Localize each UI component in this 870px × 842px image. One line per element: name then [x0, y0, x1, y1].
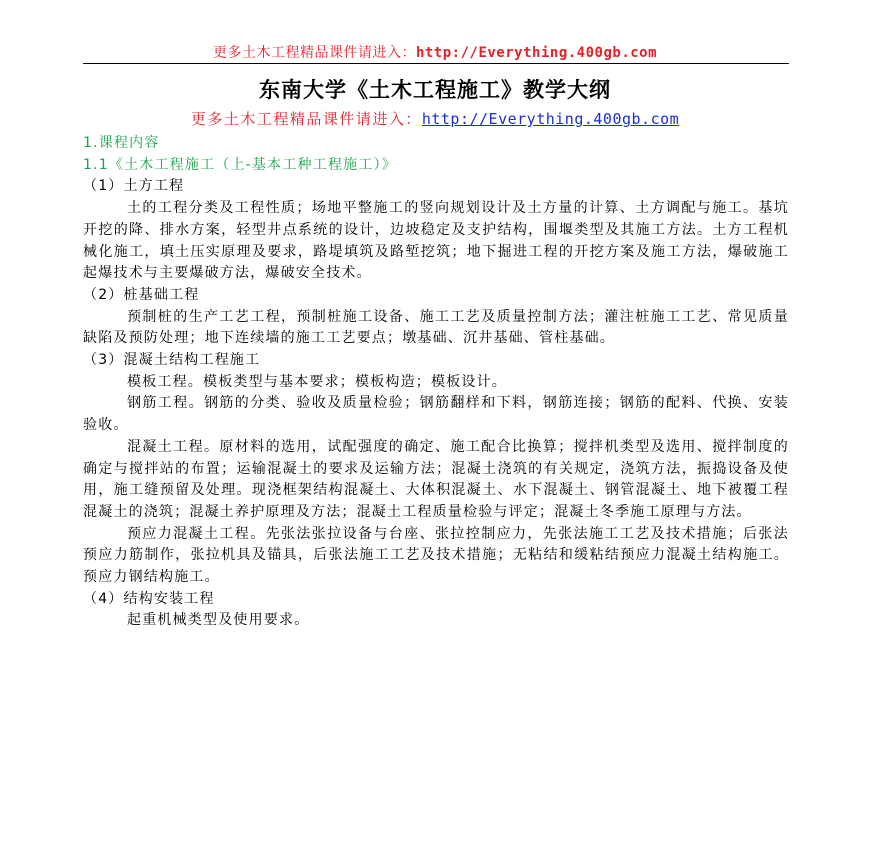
paragraph-prestressed-concrete: 预应力混凝土工程。先张法张拉设备与台座、张拉控制应力，先张法施工工艺及技术措施；后张法预应力筋制作，张拉机具及锚具，后张法施工工艺及技术措施；无粘结和缓粘结预应力混凝土结构施工。预应力钢结构施工。 [83, 525, 789, 586]
paragraph-concrete: 混凝土工程。原材料的选用，试配强度的确定、施工配合比换算；搅拌机类型及选用、搅拌制度的确定与搅拌站的布置；运输混凝土的要求及运输方法；混凝土浇筑的有关规定，浇筑方法，振捣设备及使用，施工缝预留及处理。现浇框架结构混凝土、大体积混凝土、水下混凝土、钢管混凝土、地下被覆工程混凝土的浇筑；混凝土养护原理及方法；混凝土工程质量检验与评定；混凝土冬季施工原理与方法。 [83, 438, 789, 520]
header-banner-text: 更多土木工程精品课件请进入： [212, 45, 416, 61]
sub-banner-link[interactable]: http://Everything.400gb.com [421, 110, 680, 128]
header-banner-url[interactable]: http://Everything.400gb.com [415, 45, 658, 61]
paragraph-earthwork: 土的工程分类及工程性质；场地平整施工的竖向规划设计及土方量的计算、土方调配与施工。基坑开挖的降、排水方案，轻型井点系统的设计，边坡稳定及支护结构，围堰类型及其施工方法。土方工程机械化施工，填土压实原理及要求，路堤填筑及路堑挖筑；地下掘进工程的开挖方案及施工方法，爆破施工起爆技术与主要爆破方法，爆破安全技术。 [83, 200, 789, 282]
header-divider [83, 63, 789, 64]
document-body [83, 133, 789, 632]
paragraph-formwork: 模板工程。模板类型与基本要求；模板构造；模板设计。 [127, 373, 507, 390]
sub-banner [0, 108, 870, 129]
header-banner [0, 42, 870, 62]
document-title: 东南大学《土木工程施工》教学大纲 [259, 77, 611, 102]
paragraph-lifting-machinery: 起重机械类型及使用要求。 [127, 612, 310, 629]
section-heading-1: 1.课程内容 [83, 135, 160, 151]
paragraph-pile-foundation: 预制桩的生产工艺工程，预制桩施工设备、施工工艺及质量控制方法；灌注桩施工工艺、常见质量缺陷及预防处理；地下连续墙的施工工艺要点；墩基础、沉井基础、管柱基础。 [83, 308, 789, 347]
subsection-heading-structural-installation: （4）结构安装工程 [83, 590, 215, 607]
subsection-heading-concrete-structure: （3）混凝土结构工程施工 [83, 352, 261, 369]
section-heading-1-1: 1.1《土木工程施工（上-基本工种工程施工）》 [83, 156, 397, 173]
sub-banner-text: 更多土木工程精品课件请进入： [190, 110, 422, 128]
subsection-heading-pile-foundation: （2）桩基础工程 [83, 286, 200, 303]
paragraph-reinforcement: 钢筋工程。钢筋的分类、验收及质量检验；钢筋翻样和下料，钢筋连接；钢筋的配料、代换、安装验收。 [83, 395, 789, 434]
subsection-heading-earthwork: （1）土方工程 [83, 178, 185, 195]
